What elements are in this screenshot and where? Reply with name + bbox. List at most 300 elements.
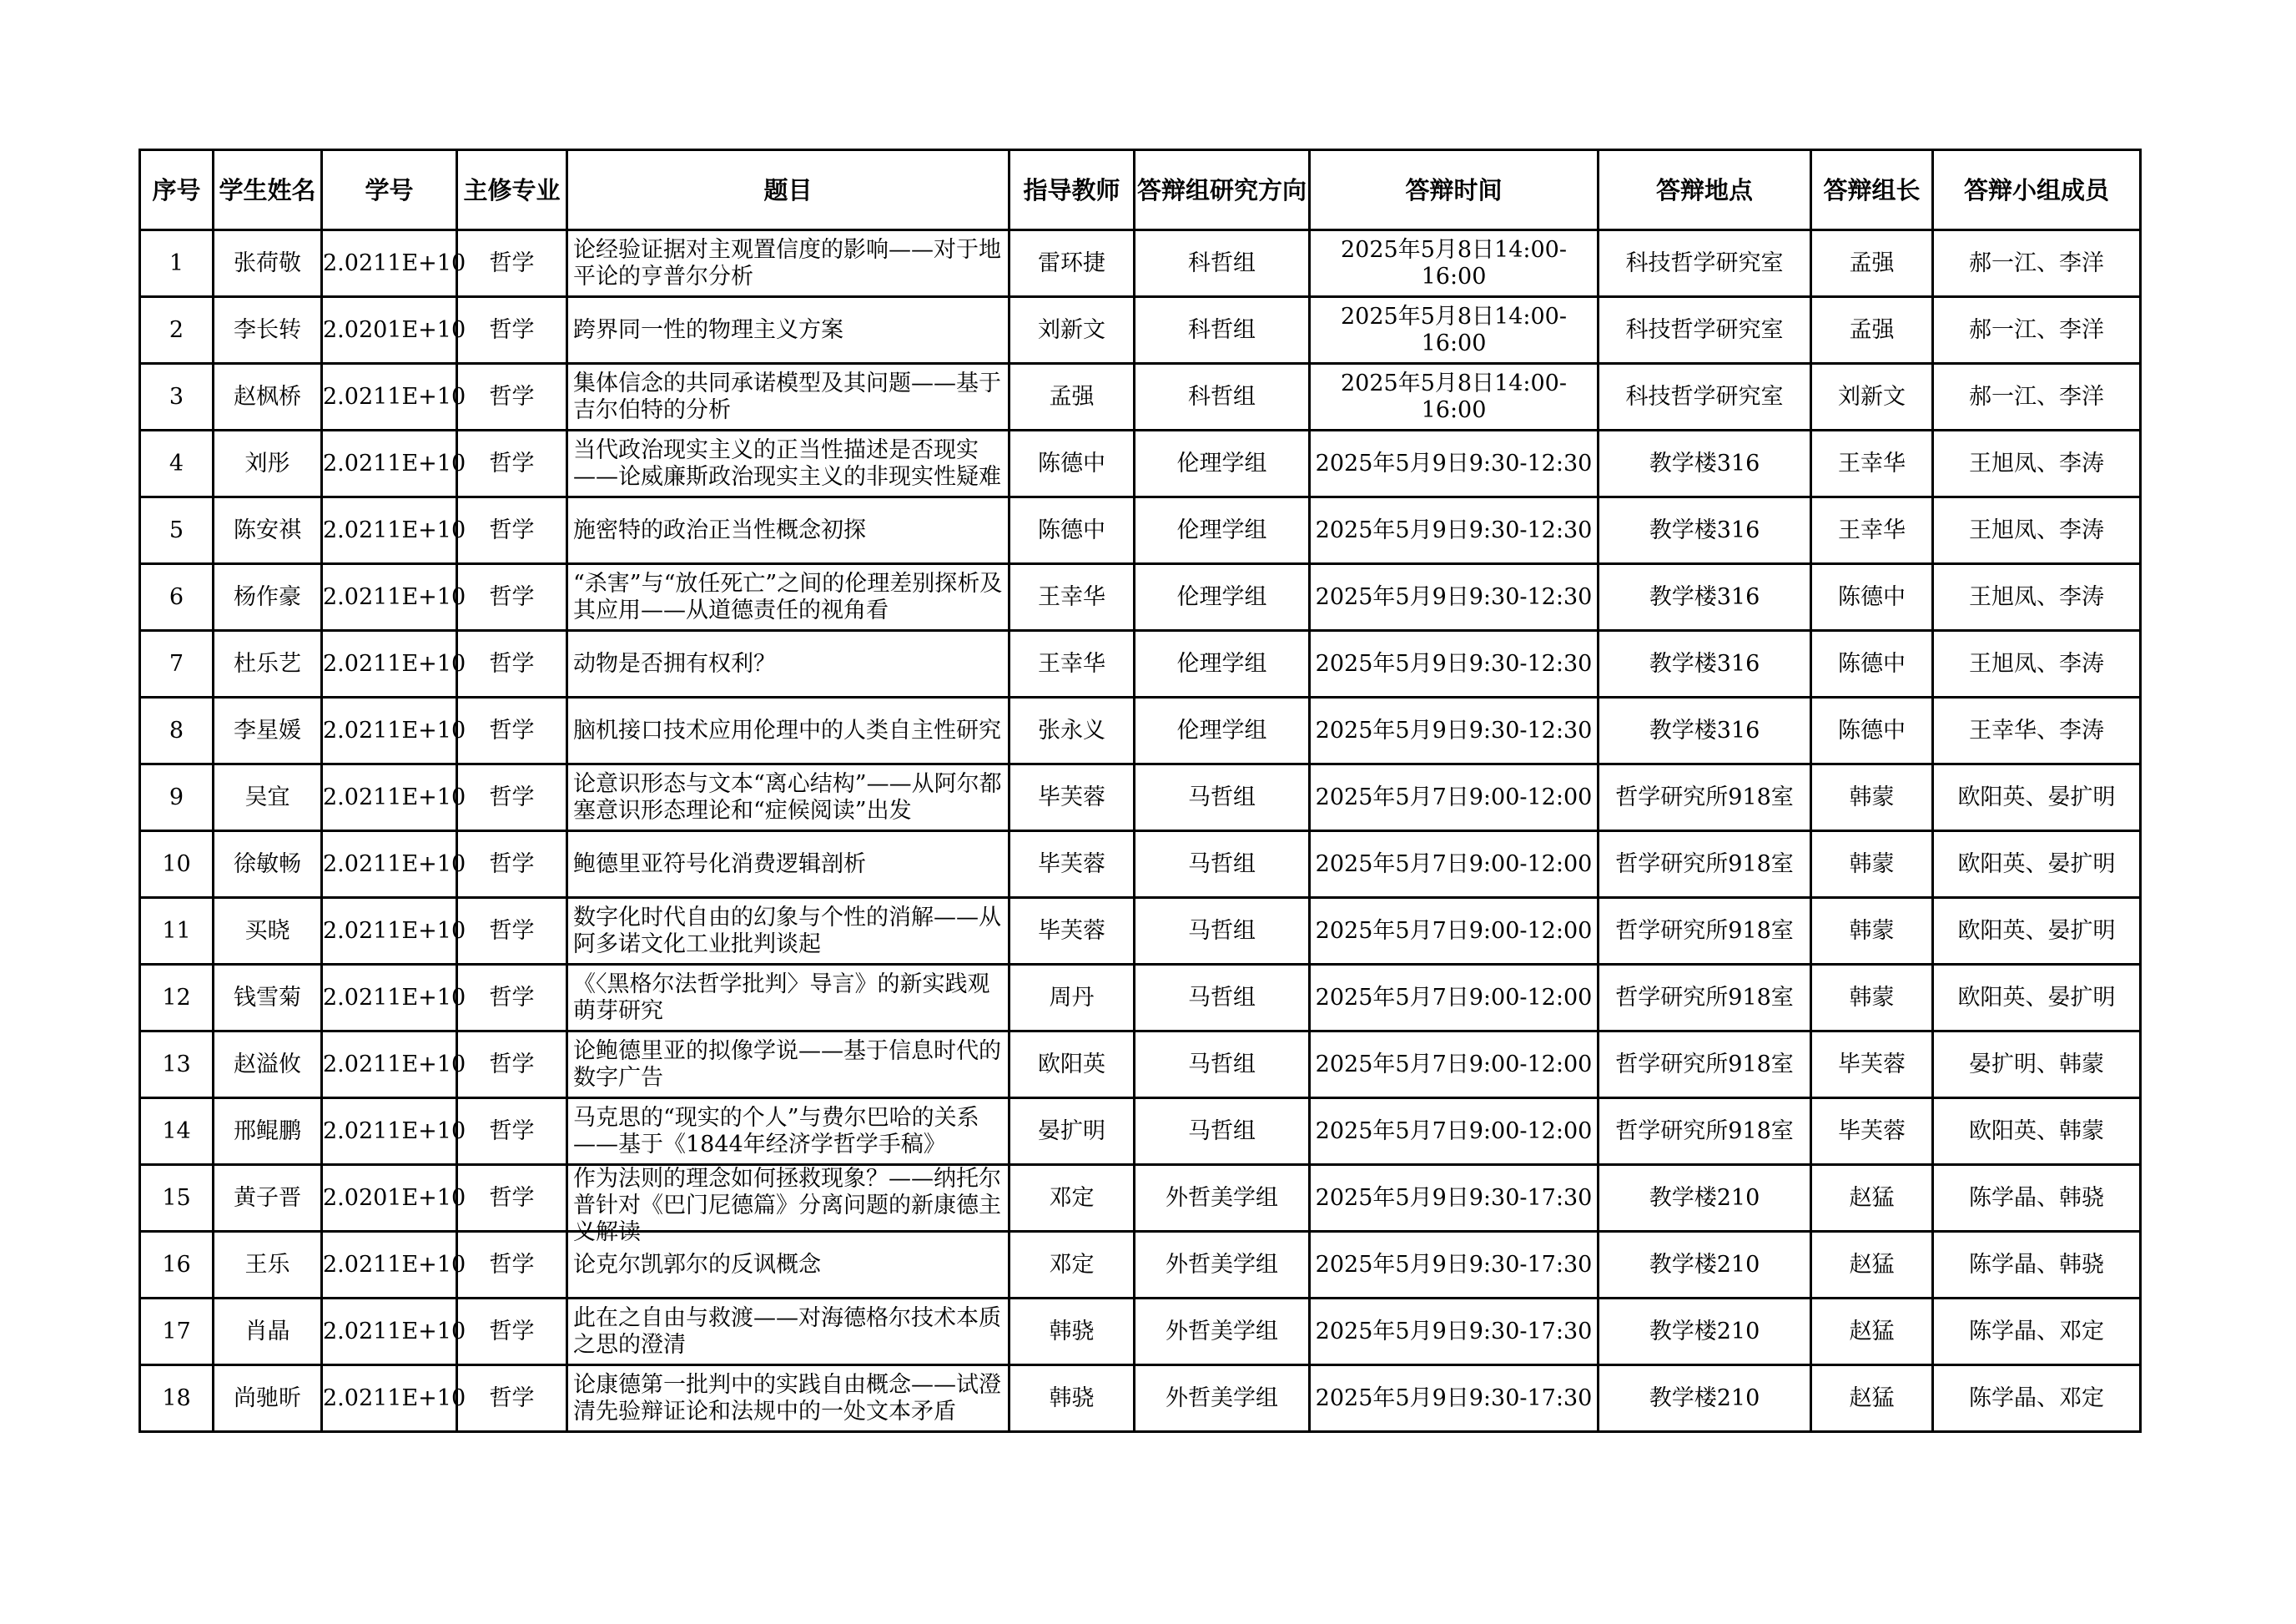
cell-members-text: 郝一江、李洋 bbox=[1969, 316, 2104, 343]
cell-advisor bbox=[1010, 965, 1135, 1031]
cell-time bbox=[1310, 1299, 1599, 1365]
cell-student-id bbox=[322, 1232, 466, 1299]
cell-leader bbox=[1811, 431, 1933, 497]
cell-student-id bbox=[322, 1165, 466, 1232]
table-row bbox=[140, 831, 2141, 898]
cell-student-name-text: 杜乐艺 bbox=[234, 650, 301, 677]
cell-index bbox=[140, 1165, 214, 1232]
cell-time-text: 2025年5月9日9:30-12:30 bbox=[1315, 583, 1593, 610]
cell-place bbox=[1599, 1232, 1811, 1299]
cell-group-text: 马哲组 bbox=[1188, 784, 1256, 810]
cell-place-text: 哲学研究所918室 bbox=[1615, 917, 1794, 944]
cell-advisor bbox=[1010, 831, 1135, 898]
cell-leader bbox=[1811, 764, 1933, 831]
cell-place-text: 哲学研究所918室 bbox=[1615, 784, 1794, 810]
cell-index-text: 13 bbox=[162, 1051, 191, 1077]
cell-major bbox=[457, 1299, 567, 1365]
cell-group bbox=[1135, 431, 1310, 497]
cell-student-name bbox=[214, 1365, 322, 1432]
cell-advisor bbox=[1010, 764, 1135, 831]
cell-members bbox=[1933, 698, 2141, 764]
defense-schedule-table bbox=[138, 149, 2142, 1433]
cell-members bbox=[1933, 230, 2141, 297]
cell-index-text: 15 bbox=[162, 1184, 191, 1211]
cell-title-text: 集体信念的共同承诺模型及其问题——基于吉尔伯特的分析 bbox=[573, 370, 1001, 423]
cell-student-id bbox=[322, 1098, 466, 1165]
cell-leader bbox=[1811, 230, 1933, 297]
cell-group bbox=[1135, 1098, 1310, 1165]
cell-student-id-text: 2.0211E+10 bbox=[323, 1384, 466, 1411]
table-row bbox=[140, 564, 2141, 631]
cell-student-id-text: 2.0211E+10 bbox=[323, 517, 466, 543]
cell-student-name-text: 刘彤 bbox=[244, 450, 290, 477]
cell-index-text: 12 bbox=[162, 984, 191, 1011]
cell-time-text: 2025年5月8日14:00-16:00 bbox=[1340, 303, 1567, 356]
cell-major-text: 哲学 bbox=[489, 250, 535, 276]
cell-place-text: 科技哲学研究室 bbox=[1625, 383, 1784, 410]
cell-index bbox=[140, 764, 214, 831]
cell-index bbox=[140, 431, 214, 497]
cell-student-id-text: 2.0211E+10 bbox=[323, 1117, 466, 1144]
cell-student-name bbox=[214, 364, 322, 431]
cell-group bbox=[1135, 230, 1310, 297]
cell-student-name bbox=[214, 1031, 322, 1098]
cell-advisor bbox=[1010, 564, 1135, 631]
cell-major bbox=[457, 297, 567, 364]
cell-group-text: 科哲组 bbox=[1188, 250, 1256, 276]
cell-index-text: 11 bbox=[162, 917, 191, 944]
cell-student-id bbox=[322, 631, 466, 698]
cell-major-text: 哲学 bbox=[489, 1117, 535, 1144]
cell-time-text: 2025年5月9日9:30-17:30 bbox=[1315, 1318, 1593, 1344]
cell-student-name-text: 邢鲲鹏 bbox=[234, 1117, 301, 1144]
cell-index bbox=[140, 1365, 214, 1432]
cell-student-id-text: 2.0211E+10 bbox=[323, 250, 466, 276]
cell-time bbox=[1310, 230, 1599, 297]
cell-leader bbox=[1811, 297, 1933, 364]
cell-group bbox=[1135, 564, 1310, 631]
cell-advisor-text: 孟强 bbox=[1049, 383, 1095, 410]
cell-major bbox=[457, 1031, 567, 1098]
header-index: 序号 bbox=[140, 150, 214, 230]
cell-time bbox=[1310, 764, 1599, 831]
cell-student-id bbox=[322, 1299, 466, 1365]
cell-index bbox=[140, 564, 214, 631]
cell-index-text: 18 bbox=[162, 1384, 191, 1411]
cell-group-text: 马哲组 bbox=[1188, 1117, 1256, 1144]
cell-student-name-text: 赵枫桥 bbox=[234, 383, 301, 410]
cell-major bbox=[457, 230, 567, 297]
cell-student-name bbox=[214, 698, 322, 764]
cell-student-id bbox=[322, 431, 466, 497]
cell-place bbox=[1599, 364, 1811, 431]
cell-major bbox=[457, 898, 567, 965]
cell-group bbox=[1135, 1299, 1310, 1365]
cell-student-id bbox=[322, 831, 466, 898]
cell-members-text: 王幸华、李涛 bbox=[1969, 717, 2104, 744]
cell-group bbox=[1135, 965, 1310, 1031]
cell-place-text: 教学楼316 bbox=[1649, 583, 1760, 610]
cell-leader-text: 韩蒙 bbox=[1849, 850, 1895, 877]
cell-advisor-text: 毕芙蓉 bbox=[1038, 917, 1105, 944]
cell-major bbox=[457, 831, 567, 898]
cell-title bbox=[567, 1031, 1010, 1098]
cell-group-text: 马哲组 bbox=[1188, 917, 1256, 944]
cell-index bbox=[140, 965, 214, 1031]
cell-advisor bbox=[1010, 1365, 1135, 1432]
cell-index-text: 1 bbox=[169, 250, 184, 276]
table-row bbox=[140, 1031, 2141, 1098]
cell-student-name bbox=[214, 1098, 322, 1165]
cell-major-text: 哲学 bbox=[489, 784, 535, 810]
cell-advisor-text: 晏扩明 bbox=[1038, 1117, 1105, 1144]
cell-major-text: 哲学 bbox=[489, 850, 535, 877]
cell-major-text: 哲学 bbox=[489, 583, 535, 610]
cell-group bbox=[1135, 297, 1310, 364]
cell-group bbox=[1135, 698, 1310, 764]
table-row bbox=[140, 364, 2141, 431]
cell-index-text: 10 bbox=[162, 850, 191, 877]
header-time: 答辩时间 bbox=[1310, 150, 1599, 230]
cell-title-text: 施密特的政治正当性概念初探 bbox=[573, 517, 866, 543]
header-student-id: 学号 bbox=[322, 150, 457, 230]
cell-student-name-text: 李长转 bbox=[234, 316, 301, 343]
cell-place-text: 教学楼210 bbox=[1649, 1184, 1760, 1211]
cell-index bbox=[140, 698, 214, 764]
cell-place bbox=[1599, 764, 1811, 831]
cell-leader bbox=[1811, 1232, 1933, 1299]
cell-student-name-text: 王乐 bbox=[244, 1251, 290, 1278]
cell-major-text: 哲学 bbox=[489, 650, 535, 677]
cell-major-text: 哲学 bbox=[489, 450, 535, 477]
cell-members bbox=[1933, 764, 2141, 831]
cell-student-name bbox=[214, 431, 322, 497]
cell-title bbox=[567, 965, 1010, 1031]
cell-time bbox=[1310, 965, 1599, 1031]
cell-members bbox=[1933, 1031, 2141, 1098]
cell-time bbox=[1310, 431, 1599, 497]
cell-place-text: 教学楼210 bbox=[1649, 1318, 1760, 1344]
cell-advisor-text: 邓定 bbox=[1049, 1184, 1095, 1211]
cell-index-text: 4 bbox=[169, 450, 184, 477]
cell-place-text: 科技哲学研究室 bbox=[1625, 316, 1784, 343]
cell-student-name bbox=[214, 965, 322, 1031]
cell-leader bbox=[1811, 1031, 1933, 1098]
header-members: 答辩小组成员 bbox=[1933, 150, 2141, 230]
cell-group bbox=[1135, 631, 1310, 698]
cell-index bbox=[140, 1299, 214, 1365]
cell-leader bbox=[1811, 364, 1933, 431]
cell-time-text: 2025年5月8日14:00-16:00 bbox=[1340, 370, 1567, 423]
cell-major bbox=[457, 1165, 567, 1232]
cell-major-text: 哲学 bbox=[489, 1051, 535, 1077]
cell-group bbox=[1135, 364, 1310, 431]
cell-group-text: 马哲组 bbox=[1188, 850, 1256, 877]
cell-student-name bbox=[214, 1165, 322, 1232]
cell-major-text: 哲学 bbox=[489, 1184, 535, 1211]
cell-student-name bbox=[214, 1232, 322, 1299]
cell-members bbox=[1933, 497, 2141, 564]
cell-group bbox=[1135, 1031, 1310, 1098]
cell-group-text: 伦理学组 bbox=[1176, 717, 1267, 744]
cell-place bbox=[1599, 1365, 1811, 1432]
table-row bbox=[140, 230, 2141, 297]
cell-student-id-text: 2.0211E+10 bbox=[323, 583, 466, 610]
cell-place-text: 教学楼316 bbox=[1649, 517, 1760, 543]
cell-advisor bbox=[1010, 230, 1135, 297]
table-row bbox=[140, 898, 2141, 965]
cell-time-text: 2025年5月7日9:00-12:00 bbox=[1315, 917, 1593, 944]
cell-title bbox=[567, 497, 1010, 564]
cell-leader-text: 韩蒙 bbox=[1849, 784, 1895, 810]
cell-members bbox=[1933, 564, 2141, 631]
cell-student-name bbox=[214, 631, 322, 698]
cell-place bbox=[1599, 431, 1811, 497]
cell-student-id bbox=[322, 1031, 466, 1098]
cell-advisor-text: 刘新文 bbox=[1038, 316, 1105, 343]
cell-time bbox=[1310, 564, 1599, 631]
cell-student-id-text: 2.0201E+10 bbox=[323, 1184, 466, 1211]
cell-group bbox=[1135, 831, 1310, 898]
cell-members-text: 欧阳英、晏扩明 bbox=[1957, 984, 2116, 1011]
cell-group bbox=[1135, 1165, 1310, 1232]
cell-advisor-text: 王幸华 bbox=[1038, 583, 1105, 610]
cell-major bbox=[457, 965, 567, 1031]
cell-leader bbox=[1811, 631, 1933, 698]
cell-leader-text: 孟强 bbox=[1849, 250, 1895, 276]
cell-members-text: 欧阳英、韩蒙 bbox=[1969, 1117, 2104, 1144]
cell-title bbox=[567, 230, 1010, 297]
cell-title-text: 鲍德里亚符号化消费逻辑剖析 bbox=[573, 850, 866, 877]
cell-index-text: 6 bbox=[169, 583, 184, 610]
cell-title bbox=[567, 1365, 1010, 1432]
cell-place-text: 哲学研究所918室 bbox=[1615, 1051, 1794, 1077]
table-row bbox=[140, 965, 2141, 1031]
cell-place-text: 科技哲学研究室 bbox=[1625, 250, 1784, 276]
cell-leader-text: 陈德中 bbox=[1838, 583, 1906, 610]
cell-time bbox=[1310, 631, 1599, 698]
cell-leader-text: 韩蒙 bbox=[1849, 917, 1895, 944]
cell-leader bbox=[1811, 564, 1933, 631]
cell-student-id bbox=[322, 965, 466, 1031]
cell-major-text: 哲学 bbox=[489, 717, 535, 744]
cell-student-id bbox=[322, 497, 466, 564]
cell-index-text: 17 bbox=[162, 1318, 191, 1344]
cell-student-name bbox=[214, 831, 322, 898]
cell-index-text: 3 bbox=[169, 383, 184, 410]
cell-title-text: 数字化时代自由的幻象与个性的消解——从阿多诺文化工业批判谈起 bbox=[573, 904, 1001, 957]
cell-advisor-text: 毕芙蓉 bbox=[1038, 784, 1105, 810]
cell-place bbox=[1599, 297, 1811, 364]
cell-leader-text: 陈德中 bbox=[1838, 650, 1906, 677]
cell-leader-text: 孟强 bbox=[1849, 316, 1895, 343]
cell-student-id-text: 2.0211E+10 bbox=[323, 917, 466, 944]
cell-time bbox=[1310, 898, 1599, 965]
cell-student-id-text: 2.0211E+10 bbox=[323, 784, 466, 810]
cell-student-name bbox=[214, 1299, 322, 1365]
table-row bbox=[140, 1165, 2141, 1232]
cell-student-name-text: 陈安祺 bbox=[234, 517, 301, 543]
cell-title bbox=[567, 631, 1010, 698]
cell-major bbox=[457, 497, 567, 564]
table-row bbox=[140, 631, 2141, 698]
cell-major-text: 哲学 bbox=[489, 1384, 535, 1411]
cell-place-text: 教学楼210 bbox=[1649, 1251, 1760, 1278]
cell-group bbox=[1135, 764, 1310, 831]
cell-title-text: 马克思的“现实的个人”与费尔巴哈的关系——基于《1844年经济学哲学手稿》 bbox=[573, 1104, 979, 1157]
cell-time-text: 2025年5月7日9:00-12:00 bbox=[1315, 984, 1593, 1011]
cell-group bbox=[1135, 898, 1310, 965]
cell-title-text: 作为法则的理念如何拯救现象？——纳托尔普针对《巴门尼德篇》分离问题的新康德主义解读 bbox=[573, 1166, 1001, 1245]
cell-leader-text: 王幸华 bbox=[1838, 517, 1906, 543]
cell-index bbox=[140, 364, 214, 431]
cell-student-id bbox=[322, 1365, 466, 1432]
cell-place bbox=[1599, 564, 1811, 631]
cell-title bbox=[567, 364, 1010, 431]
cell-index-text: 8 bbox=[169, 717, 184, 744]
cell-student-name-text: 尚驰昕 bbox=[234, 1384, 301, 1411]
cell-members-text: 欧阳英、晏扩明 bbox=[1957, 784, 2116, 810]
cell-advisor bbox=[1010, 497, 1135, 564]
cell-group-text: 伦理学组 bbox=[1176, 517, 1267, 543]
cell-place-text: 教学楼316 bbox=[1649, 450, 1760, 477]
cell-student-name-text: 徐敏畅 bbox=[234, 850, 301, 877]
cell-major-text: 哲学 bbox=[489, 383, 535, 410]
table-row bbox=[140, 1365, 2141, 1432]
cell-leader bbox=[1811, 698, 1933, 764]
cell-student-id-text: 2.0211E+10 bbox=[323, 1251, 466, 1278]
cell-major-text: 哲学 bbox=[489, 984, 535, 1011]
cell-time-text: 2025年5月7日9:00-12:00 bbox=[1315, 850, 1593, 877]
cell-members-text: 王旭凤、李涛 bbox=[1969, 650, 2104, 677]
cell-leader-text: 赵猛 bbox=[1849, 1384, 1895, 1411]
cell-time-text: 2025年5月9日9:30-17:30 bbox=[1315, 1184, 1593, 1211]
cell-student-id-text: 2.0211E+10 bbox=[323, 383, 466, 410]
cell-student-id-text: 2.0211E+10 bbox=[323, 984, 466, 1011]
cell-leader bbox=[1811, 831, 1933, 898]
cell-members-text: 陈学晶、邓定 bbox=[1969, 1384, 2104, 1411]
cell-members-text: 郝一江、李洋 bbox=[1969, 383, 2104, 410]
cell-major bbox=[457, 364, 567, 431]
cell-student-id-text: 2.0201E+10 bbox=[323, 316, 466, 343]
cell-members bbox=[1933, 1365, 2141, 1432]
cell-group-text: 外哲美学组 bbox=[1166, 1184, 1278, 1211]
cell-major bbox=[457, 431, 567, 497]
cell-group-text: 马哲组 bbox=[1188, 1051, 1256, 1077]
cell-members-text: 晏扩明、韩蒙 bbox=[1969, 1051, 2104, 1077]
cell-leader-text: 赵猛 bbox=[1849, 1184, 1895, 1211]
cell-members bbox=[1933, 364, 2141, 431]
cell-leader-text: 刘新文 bbox=[1838, 383, 1906, 410]
cell-members bbox=[1933, 898, 2141, 965]
cell-student-name-text: 钱雪菊 bbox=[234, 984, 301, 1011]
cell-major bbox=[457, 631, 567, 698]
cell-members-text: 陈学晶、邓定 bbox=[1969, 1318, 2104, 1344]
table-row bbox=[140, 1232, 2141, 1299]
cell-advisor-text: 韩骁 bbox=[1049, 1384, 1095, 1411]
cell-student-id-text: 2.0211E+10 bbox=[323, 717, 466, 744]
cell-advisor bbox=[1010, 1165, 1135, 1232]
cell-title-text: 当代政治现实主义的正当性描述是否现实——论威廉斯政治现实主义的非现实性疑难 bbox=[573, 436, 1001, 490]
cell-title bbox=[567, 297, 1010, 364]
cell-student-name-text: 吴宜 bbox=[244, 784, 290, 810]
cell-time bbox=[1310, 1232, 1599, 1299]
cell-title bbox=[567, 1165, 1010, 1245]
cell-major-text: 哲学 bbox=[489, 1318, 535, 1344]
cell-title-text: 跨界同一性的物理主义方案 bbox=[573, 316, 843, 343]
table-row bbox=[140, 698, 2141, 764]
cell-major-text: 哲学 bbox=[489, 316, 535, 343]
cell-title bbox=[567, 431, 1010, 497]
cell-title-text: 此在之自由与救渡——对海德格尔技术本质之思的澄清 bbox=[573, 1304, 1001, 1358]
cell-major bbox=[457, 1365, 567, 1432]
cell-group bbox=[1135, 1232, 1310, 1299]
cell-advisor-text: 毕芙蓉 bbox=[1038, 850, 1105, 877]
cell-time-text: 2025年5月9日9:30-12:30 bbox=[1315, 517, 1593, 543]
cell-index bbox=[140, 898, 214, 965]
cell-group-text: 马哲组 bbox=[1188, 984, 1256, 1011]
cell-title bbox=[567, 1098, 1010, 1165]
header-student-name: 学生姓名 bbox=[214, 150, 322, 230]
header-row bbox=[140, 150, 2141, 230]
cell-title bbox=[567, 1299, 1010, 1365]
cell-title bbox=[567, 831, 1010, 898]
cell-place bbox=[1599, 831, 1811, 898]
cell-leader-text: 赵猛 bbox=[1849, 1251, 1895, 1278]
cell-title bbox=[567, 698, 1010, 764]
cell-advisor bbox=[1010, 898, 1135, 965]
cell-advisor bbox=[1010, 698, 1135, 764]
cell-place bbox=[1599, 1098, 1811, 1165]
cell-major-text: 哲学 bbox=[489, 517, 535, 543]
cell-student-name bbox=[214, 497, 322, 564]
cell-major bbox=[457, 1232, 567, 1299]
cell-student-name bbox=[214, 764, 322, 831]
cell-group-text: 外哲美学组 bbox=[1166, 1384, 1278, 1411]
cell-advisor-text: 欧阳英 bbox=[1038, 1051, 1105, 1077]
cell-group bbox=[1135, 497, 1310, 564]
cell-advisor bbox=[1010, 364, 1135, 431]
cell-time bbox=[1310, 364, 1599, 431]
cell-members-text: 欧阳英、晏扩明 bbox=[1957, 917, 2116, 944]
cell-time bbox=[1310, 497, 1599, 564]
cell-student-id-text: 2.0211E+10 bbox=[323, 650, 466, 677]
cell-advisor-text: 张永义 bbox=[1038, 717, 1105, 744]
cell-place-text: 哲学研究所918室 bbox=[1615, 850, 1794, 877]
cell-advisor bbox=[1010, 1031, 1135, 1098]
cell-members bbox=[1933, 1299, 2141, 1365]
cell-members-text: 王旭凤、李涛 bbox=[1969, 517, 2104, 543]
cell-title-text: “杀害”与“放任死亡”之间的伦理差别探析及其应用——从道德责任的视角看 bbox=[573, 570, 1003, 623]
cell-index-text: 16 bbox=[162, 1251, 191, 1278]
cell-group-text: 科哲组 bbox=[1188, 316, 1256, 343]
cell-group-text: 伦理学组 bbox=[1176, 450, 1267, 477]
cell-members-text: 陈学晶、韩骁 bbox=[1969, 1251, 2104, 1278]
cell-title bbox=[567, 898, 1010, 965]
table-row bbox=[140, 1299, 2141, 1365]
cell-major bbox=[457, 1098, 567, 1165]
cell-student-id bbox=[322, 564, 466, 631]
cell-members bbox=[1933, 1232, 2141, 1299]
cell-advisor-text: 王幸华 bbox=[1038, 650, 1105, 677]
table-row bbox=[140, 497, 2141, 564]
cell-major bbox=[457, 764, 567, 831]
cell-time-text: 2025年5月9日9:30-17:30 bbox=[1315, 1251, 1593, 1278]
cell-index-text: 5 bbox=[169, 517, 184, 543]
cell-members bbox=[1933, 831, 2141, 898]
cell-time-text: 2025年5月7日9:00-12:00 bbox=[1315, 1117, 1593, 1144]
cell-members bbox=[1933, 965, 2141, 1031]
